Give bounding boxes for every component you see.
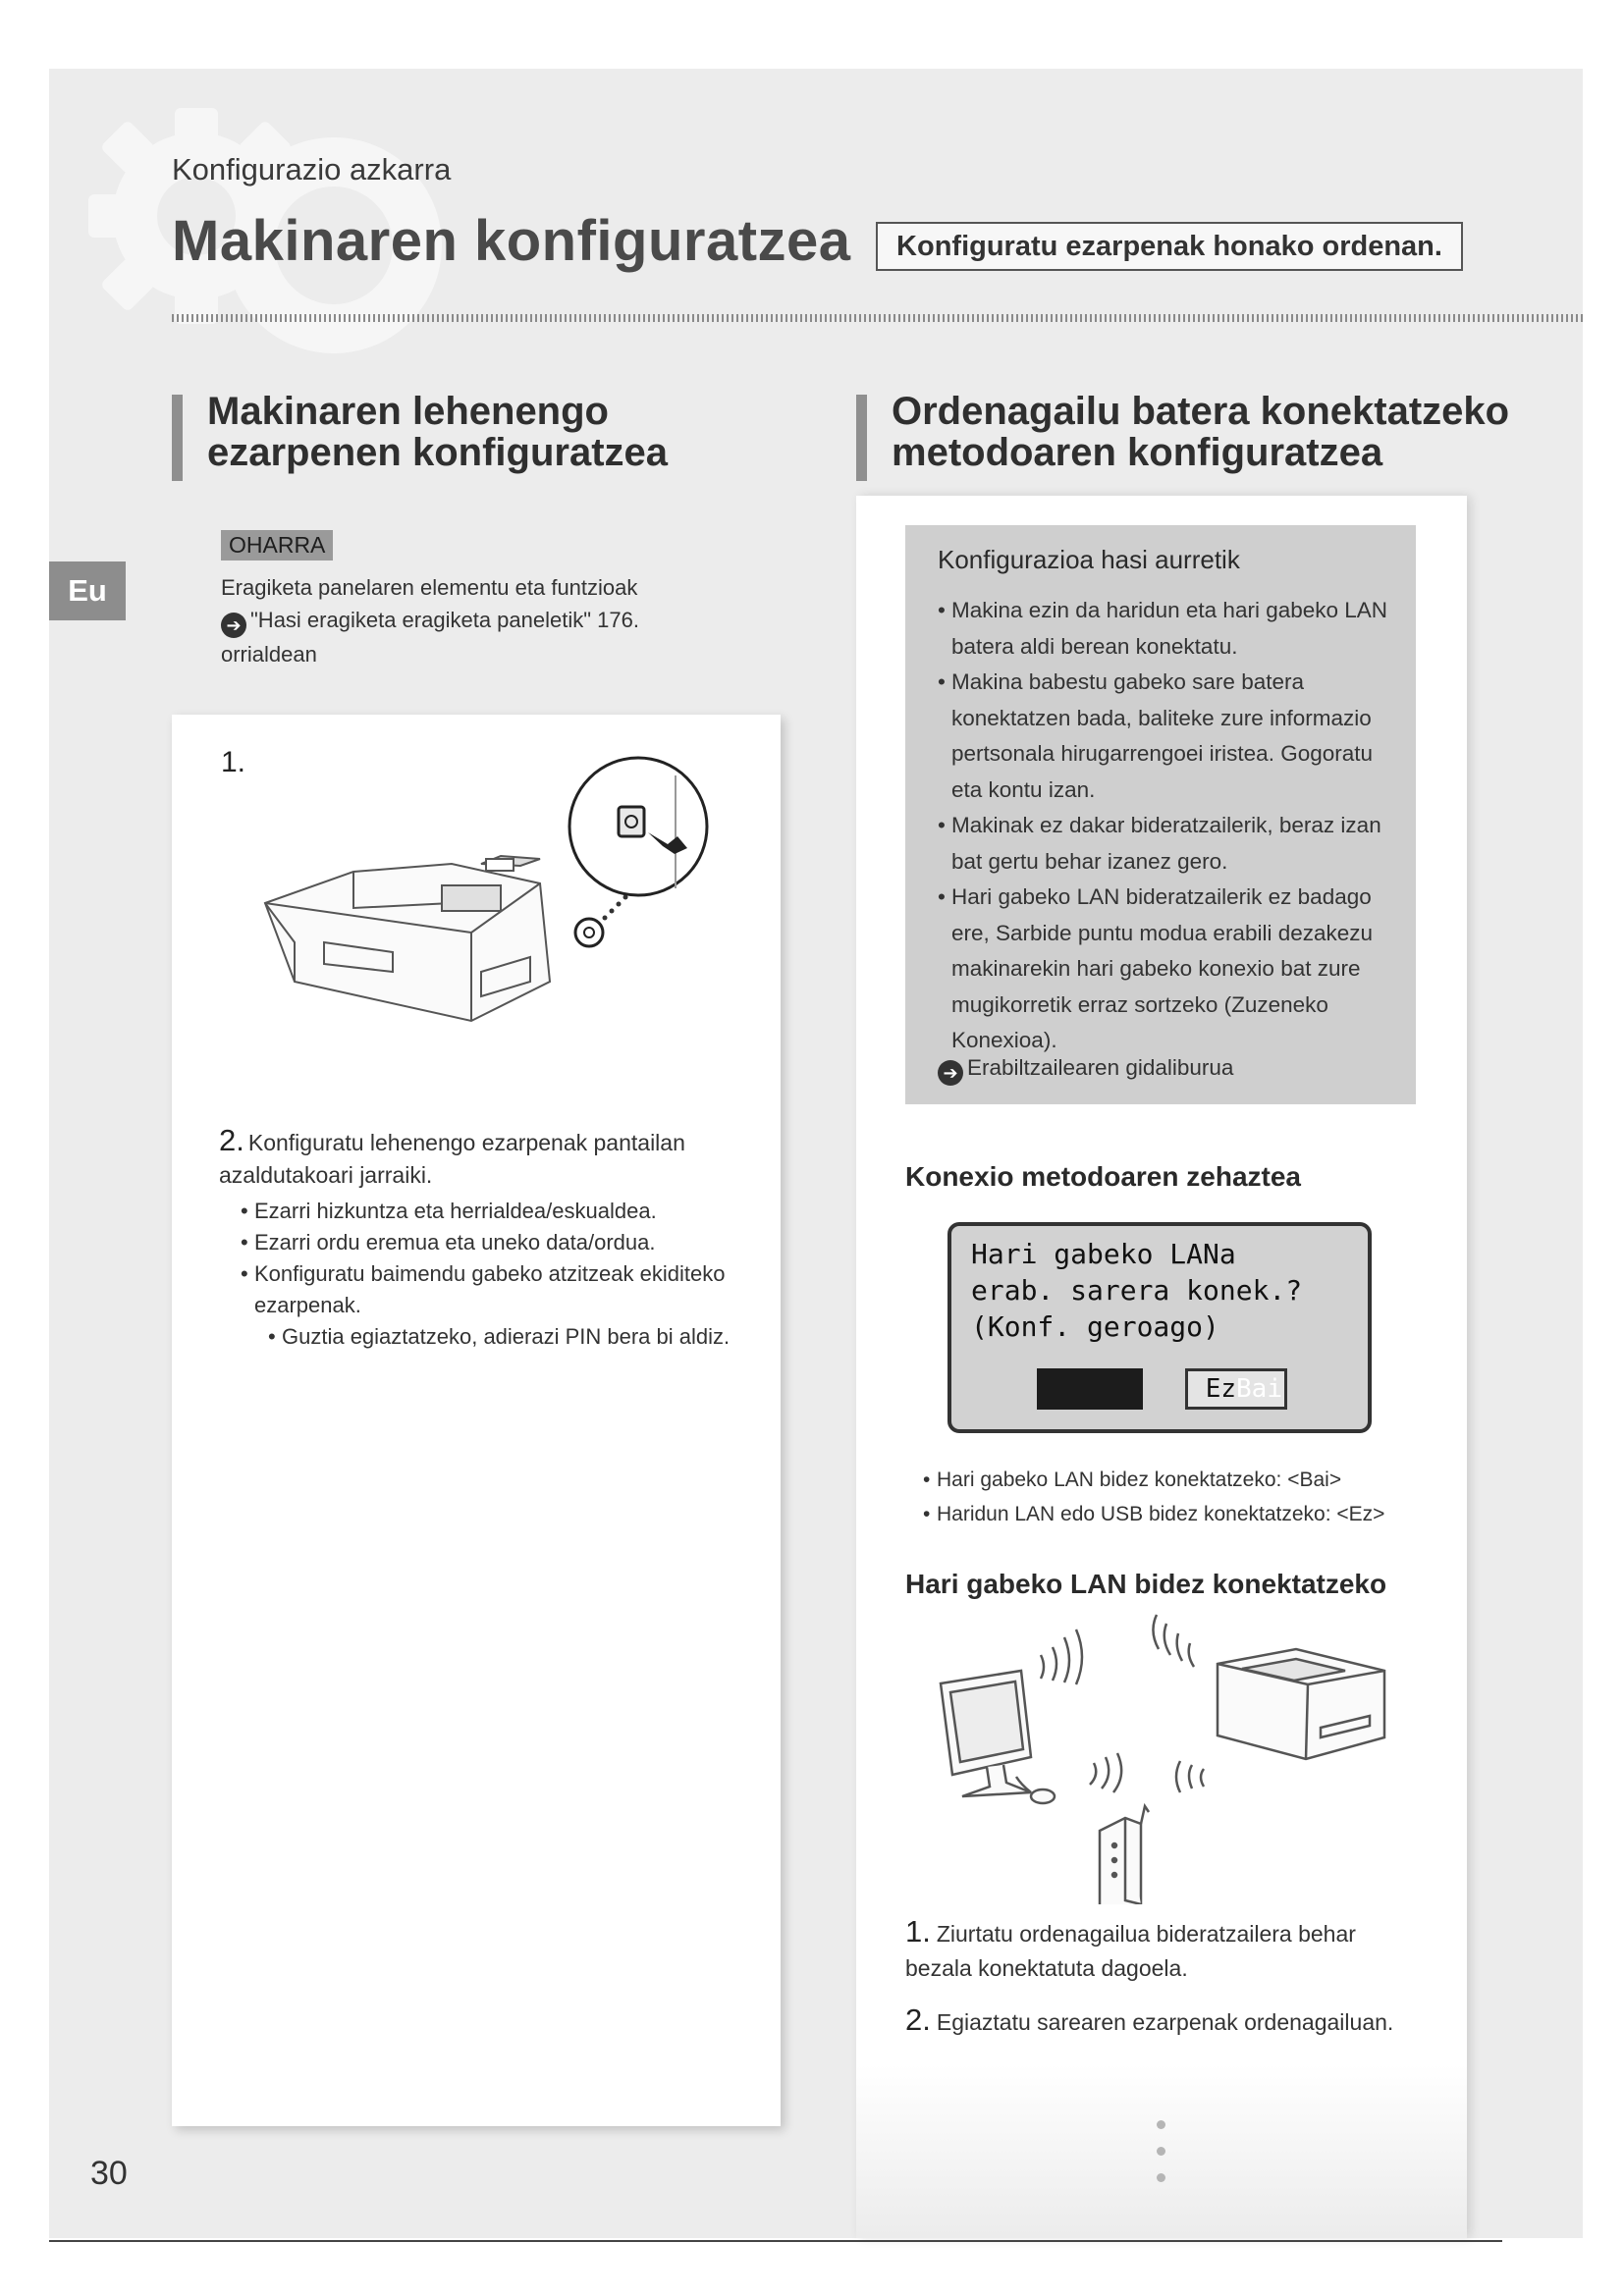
page-number: 30 — [90, 2155, 128, 2192]
list-item: • Ezarri hizkuntza eta herrialdea/eskualdea. — [241, 1196, 739, 1227]
wireless-heading: Hari gabeko LAN bidez konektatzeko — [905, 1569, 1387, 1599]
wstep2-text: Egiaztatu sarearen ezarpenak ordenagailuan. — [936, 2009, 1394, 2035]
list-item: • Konfiguratu baimendu gabeko atzitzeak ekiditeko ezarpenak. — [241, 1258, 739, 1321]
step2-text: Konfiguratu lehenengo ezarpenak pantailan azaldutakoari jarraiki. — [219, 1130, 685, 1188]
prerequisites-list — [938, 593, 1399, 1059]
list-item: • Makina babestu gabeko sare batera konektatzen bada, baliteke zure informazio pertsonala hirugarrengoei iristea. Gogoratu eta kontu izan. — [938, 665, 1399, 808]
note-line1: Eragiketa panelaren elementu eta funtzioak — [221, 575, 638, 600]
note-label: OHARRA — [221, 530, 333, 561]
right-section-heading — [856, 391, 1509, 473]
left-section-heading — [172, 391, 668, 473]
header-kicker: Konfigurazio azkarra — [172, 152, 452, 187]
lcd-selected-button[interactable] — [1037, 1368, 1143, 1410]
lcd-option-label: Ez — [1205, 1374, 1237, 1404]
printer-icon — [1218, 1649, 1384, 1759]
lcd-line3: (Konf. geroago) — [971, 1310, 1219, 1343]
right-heading-line2: metodoaren konfiguratzea — [892, 431, 1383, 474]
step1-number: 1. — [221, 746, 246, 778]
left-heading-line2: ezarpenen konfiguratzea — [207, 431, 669, 474]
note-reference-text: "Hasi eragiketa eragiketa paneletik" 176. — [250, 608, 639, 632]
user-guide-reference-text: Erabiltzailearen gidaliburua — [967, 1055, 1234, 1080]
user-guide-reference[interactable] — [938, 1055, 1233, 1086]
dotted-divider — [172, 314, 1583, 322]
lcd-text — [971, 1236, 1302, 1345]
reference-arrow-icon: ➔ — [221, 613, 246, 638]
note-text — [221, 571, 692, 670]
computer-icon — [941, 1671, 1055, 1803]
list-item: • Hari gabeko LAN bidez konektatzeko: <Bai> — [923, 1463, 1384, 1497]
lcd-option-button[interactable] — [1185, 1368, 1287, 1410]
step2-number: 2. — [219, 1123, 244, 1157]
note-reference[interactable] — [221, 604, 692, 638]
connection-method-heading: Konexio metodoaren zehaztea — [905, 1161, 1301, 1192]
list-subitem: • Guztia egiaztatzeko, adierazi PIN bera bi aldiz. — [241, 1321, 739, 1353]
wstep1-text: Ziurtatu ordenagailua bideratzailera behar bezala konektatuta dagoela. — [905, 1921, 1356, 1981]
lcd-line2: erab. sarera konek.? — [971, 1274, 1303, 1307]
connection-options-list — [923, 1463, 1384, 1531]
list-item: • Makina ezin da haridun eta hari gabeko LAN batera aldi berean konektatu. — [938, 593, 1399, 665]
bottom-rule — [49, 2240, 1502, 2242]
wireless-step2 — [905, 2002, 1416, 2040]
reference-arrow-icon: ➔ — [938, 1060, 963, 1086]
page-title: Makinaren konfiguratzea — [172, 209, 851, 273]
note-line3: orrialdean — [221, 642, 317, 667]
right-heading-line1: Ordenagailu batera konektatzeko — [892, 390, 1510, 433]
header-instruction-box: Konfiguratu ezarpenak honako ordenan. — [876, 222, 1463, 271]
language-tab: Eu — [49, 561, 126, 620]
lcd-option-ghost-label: Bai — [1236, 1374, 1282, 1404]
list-item: • Hari gabeko LAN bideratzailerik ez badago ere, Sarbide puntu modua erabili dezakezu makinarekin hari gabeko konexio bat zure mugikorretik erraz sortzeko (Zuzeneko Konexioa). — [938, 880, 1399, 1059]
list-item: • Haridun LAN edo USB bidez konektatzeko: <Ez> — [923, 1497, 1384, 1531]
lcd-line1: Hari gabeko LANa — [971, 1238, 1236, 1270]
list-item: • Makinak ez dakar bideratzailerik, beraz izan bat gertu behar izanez gero. — [938, 808, 1399, 880]
prerequisites-title: Konfigurazioa hasi aurretik — [938, 545, 1240, 574]
router-icon — [1100, 1806, 1149, 1904]
step2 — [219, 1124, 739, 1353]
wstep1-number: 1. — [905, 1914, 931, 1949]
left-heading-line1: Makinaren lehenengo — [207, 390, 609, 433]
heading-bar — [172, 395, 183, 481]
heading-bar — [856, 395, 867, 481]
printer-icon — [245, 746, 736, 1109]
wireless-step1 — [905, 1914, 1416, 1986]
wstep2-number: 2. — [905, 2002, 931, 2037]
list-item: • Ezarri ordu eremua eta uneko data/ordua. — [241, 1227, 739, 1258]
step2-bullet-list — [219, 1196, 739, 1353]
wireless-network-illustration — [923, 1610, 1394, 1904]
continuation-dots — [1157, 2120, 1166, 2200]
lcd-screen — [947, 1222, 1372, 1433]
